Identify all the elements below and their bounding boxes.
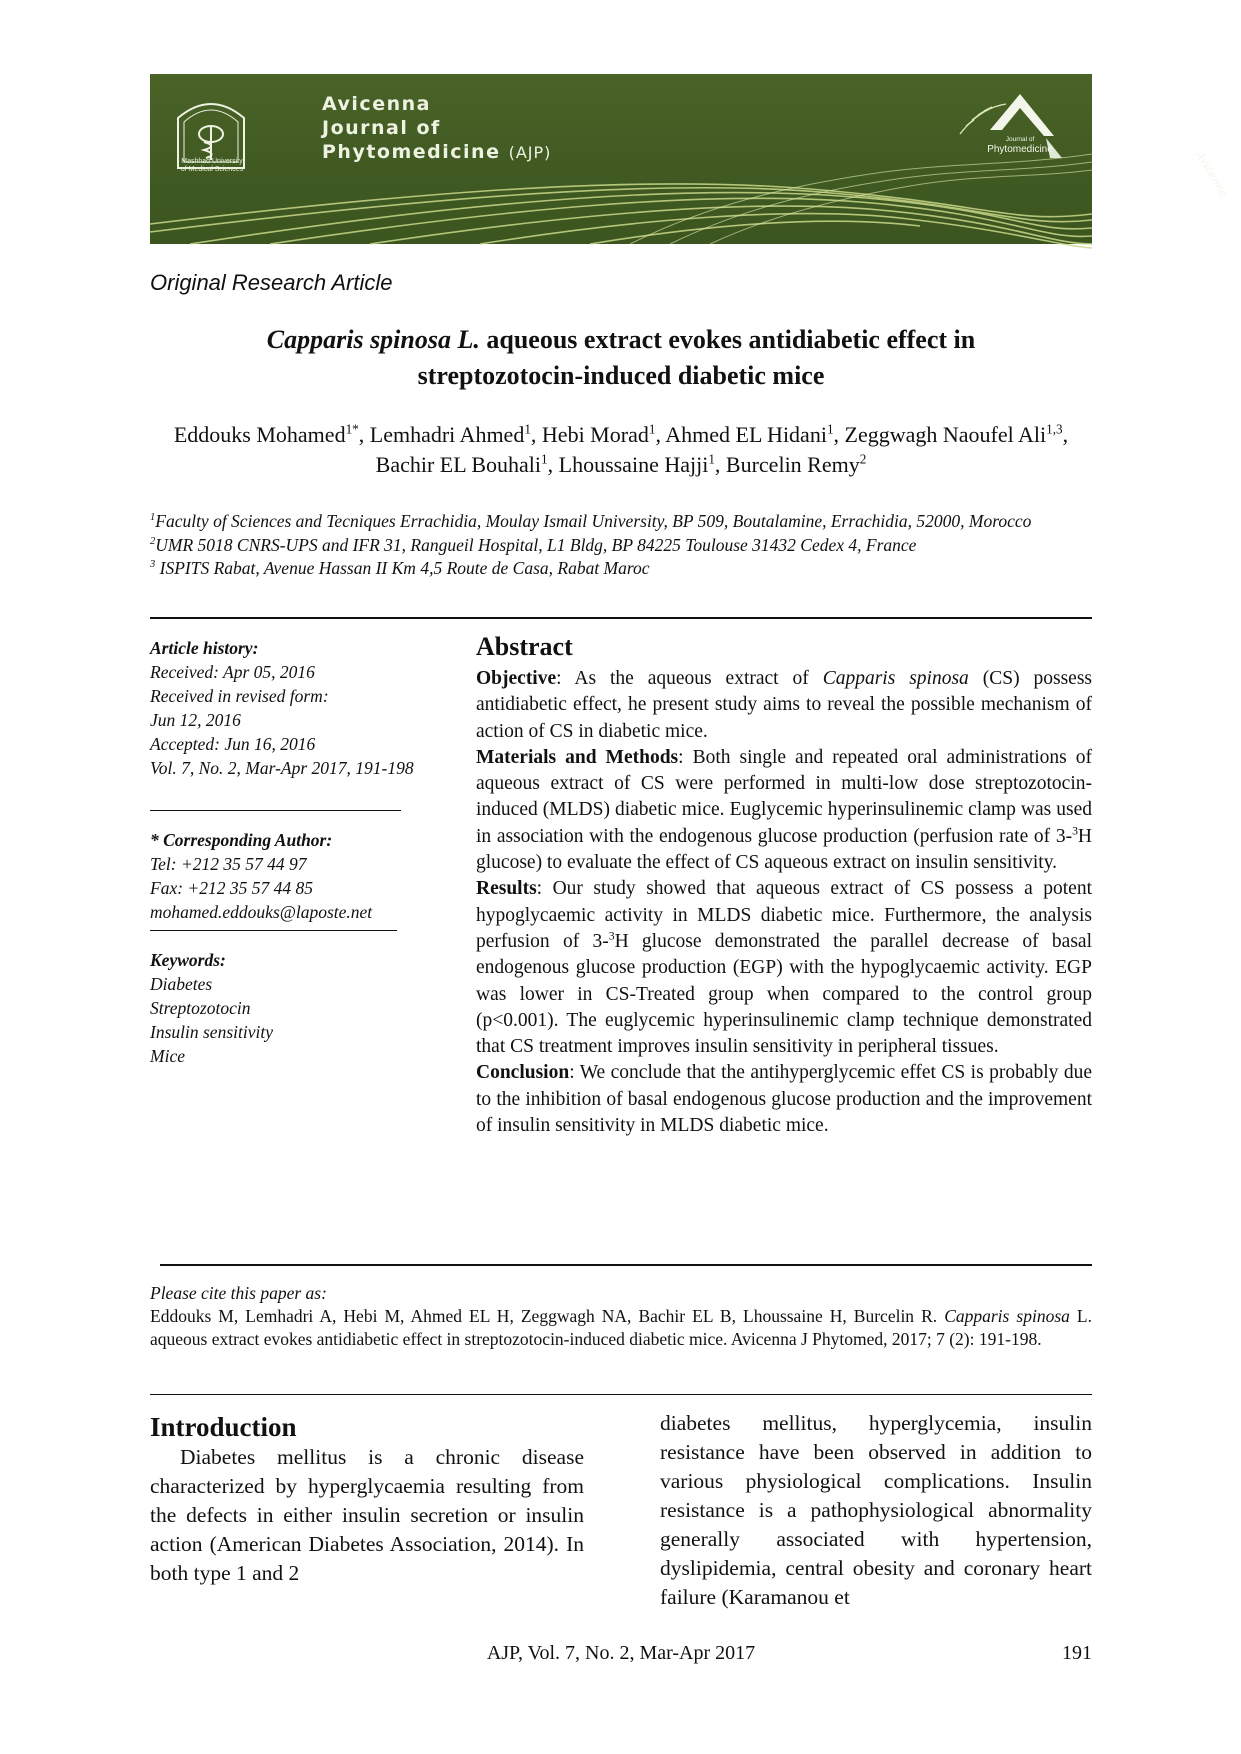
affiliation-mark: 3 (150, 559, 156, 571)
abstract-conclusion (476, 1060, 1092, 1139)
objective-label: Objective (476, 668, 557, 689)
affiliation-3 (150, 557, 1092, 581)
objective-species: Capparis spinosa (822, 668, 969, 689)
author-name: Hebi Morad (541, 422, 649, 447)
section-divider (150, 617, 1092, 619)
citation-authors: Eddouks M, Lemhadri A, Hebi M, Ahmed EL H, Zeggwagh NA, Bachir EL B, Lhoussaine H, Burcelin R. (150, 1306, 938, 1326)
footer-journal-info: AJP, Vol. 7, No. 2, Mar-Apr 2017 (486, 1642, 756, 1664)
abstract-results (476, 876, 1092, 1060)
corresponding-fax: Fax: +212 35 57 44 85 (150, 878, 313, 898)
keyword-item: Streptozotocin (150, 998, 251, 1018)
corresponding-author (150, 828, 415, 924)
received-date: Received: Apr 05, 2016 (150, 662, 315, 682)
author-affiliation-mark: 1* (345, 421, 359, 437)
journal-abbreviation: (AJP) (508, 143, 552, 162)
citation-species: Capparis spinosa (944, 1306, 1070, 1326)
affiliation-text: ISPITS Rabat, Avenue Hassan II Km 4,5 Route de Casa, Rabat Maroc (155, 558, 650, 578)
methods-text: H glucose) to evaluate the effect of CS aqueous extract on insulin sensitivity. (476, 825, 1092, 874)
author-name: Zeggwagh Naoufel Ali (844, 422, 1047, 447)
introduction-right-column (660, 1409, 1092, 1612)
keyword-item: Diabetes (150, 974, 213, 994)
affiliation-mark: 2 (150, 535, 156, 547)
abstract-methods (476, 745, 1092, 876)
university-name-line2: of Medical Sciences (180, 166, 244, 173)
article-type: Original Research Article (150, 270, 393, 295)
author-affiliation-mark: 1 (524, 421, 531, 437)
logo-caption-big: Phytomedicine (987, 144, 1053, 155)
paper-title (150, 322, 1092, 394)
journal-title-line3: Phytomedicine (322, 141, 501, 163)
citation-block (150, 1282, 1092, 1351)
citation-text (150, 1305, 1092, 1351)
introduction-paragraph: Diabetes mellitus is a chronic disease characterized by hyperglycaemia resulting from the defects in either insulin secretion or insulin action (American Diabetes Association, 2014). In both type 1 and 2 (150, 1445, 584, 1585)
abstract-body (476, 666, 1092, 1139)
isotope-superscript: 3 (608, 929, 615, 943)
author-list: Eddouks Mohamed$^{1*}$, Lemhadri Ahmed$^1$, Hebi Morad$^1$, Ahmed EL Hidani$^1$, Zeggwagh Naoufel Ali$^{1,3}$, Bachir EL Bouhali$^1$, Lhoussaine Hajji$^1$, Burcelin Remy$^2$ (173, 421, 1069, 477)
info-divider (150, 930, 397, 931)
keywords-heading: Keywords: (150, 950, 226, 970)
author-affiliation-mark: 2 (859, 451, 867, 467)
introduction-heading: Introduction (150, 1412, 297, 1442)
affiliation-text: UMR 5018 CNRS-UPS and IFR 31, Rangueil Hospital, L1 Bldg, BP 84225 Toulouse 31432 Cedex 4, France (155, 534, 917, 555)
author-affiliation-mark: 1 (648, 421, 656, 437)
results-text: : Our study showed that aqueous extract of CS possess a potent hypoglycaemic activity in MLDS diabetic mice. Furthermore, the analysis perfusion of 3- (476, 878, 1092, 952)
journal-title (322, 92, 551, 165)
logo-caption-small: Journal of (1005, 136, 1035, 143)
abstract-objective (476, 666, 1092, 745)
journal-banner (150, 74, 1230, 244)
affiliation-1 (150, 510, 1092, 534)
journal-logo-caption (955, 136, 1085, 156)
introduction-paragraph: diabetes mellitus, hyperglycemia, insulin resistance have been observed in addition to various physiological complications. Insulin resistance is a pathophysiological abnormality generally associated with hypertension, dyslipidemia, central obesity and coronary heart failure (Karamanou et (660, 1411, 1092, 1609)
author-name: Lemhadri Ahmed (369, 422, 525, 447)
conclusion-text: : We conclude that the antihyperglycemic effet CS is probably due to the inhibition of basal endogenous glucose production and the improvement of insulin sensitivity in MLDS diabetic mice. (476, 1062, 1092, 1137)
title-line2: streptozotocin-induced diabetic mice (417, 361, 825, 390)
keywords (150, 948, 415, 1068)
isotope-superscript: 3 (1072, 824, 1078, 838)
introduction-left-column (150, 1443, 584, 1588)
article-history (150, 636, 415, 780)
journal-title-line1: Avicenna (322, 93, 431, 115)
citation-reference: L. aqueous extract evokes antidiabetic effect in streptozotocin-induced diabetic mice. Avicenna J Phytomed, 2017; 7 (2): 191-198. (150, 1306, 1092, 1349)
author-name: Lhoussaine Hajji (558, 452, 709, 477)
author-affiliation-mark: 1 (826, 421, 834, 437)
author-affiliation-mark: 1 (541, 451, 548, 467)
author-name: Bachir EL Bouhali (375, 452, 542, 477)
methods-label: Materials and Methods (476, 746, 679, 768)
title-line1: aqueous extract evokes antidiabetic effect in (479, 325, 976, 354)
methods-text: : Both single and repeated oral administrations of aqueous extract of CS were performed in multi-low dose streptozotocin-induced (MLDS) diabetic mice. Euglycemic hyperinsulinemic clamp was used in association with the endogenous glucose production (perfusion rate of 3- (476, 746, 1093, 847)
section-divider (150, 1394, 1092, 1395)
corresponding-tel: Tel: +212 35 57 44 97 (150, 854, 307, 874)
author-affiliation-mark: 1,3 (1046, 421, 1063, 437)
university-name-line1: Mashhad University (181, 158, 243, 165)
vertical-journal-name-text: Avicenna (1193, 149, 1230, 200)
author-affiliation-mark: 1 (708, 451, 715, 467)
results-label: Results (476, 878, 537, 900)
title-species: Capparis spinosa L. (266, 325, 480, 354)
university-name (162, 158, 262, 174)
volume-info: Vol. 7, No. 2, Mar-Apr 2017, 191-198 (150, 758, 414, 778)
results-text: H glucose demonstrated the parallel decrease of basal endogenous glucose production (EGP) with the hypoglycaemic activity. EGP was lower in CS-Treated group when compared to the control group (p<0.001). The euglycemic hyperinsulinemic clamp technique demonstrated that CS treatment improves insulin sensitivity in peripheral tissues. (476, 930, 1092, 1058)
affiliation-text: Faculty of Sciences and Tecniques Errachidia, Moulay Ismail University, BP 509, Boutalamine, Errachidia, 52000, Morocco (155, 511, 1032, 531)
conclusion-label: Conclusion (476, 1062, 570, 1084)
affiliations (150, 510, 1092, 581)
author-name: Burcelin Remy (725, 452, 860, 477)
corresponding-heading: * Corresponding Author: (150, 830, 333, 850)
accepted-date: Accepted: Jun 16, 2016 (150, 734, 316, 754)
vertical-journal-name (1190, 146, 1230, 216)
keyword-item: Mice (150, 1046, 185, 1066)
author-name: Ahmed EL Hidani (665, 422, 827, 447)
objective-text: : As the aqueous extract of (556, 668, 823, 689)
objective-text: (CS) possess antidiabetic effect, he present study aims to reveal the possible mechanism of action of CS in diabetic mice. (476, 668, 1092, 742)
corresponding-email[interactable]: mohamed.eddouks@laposte.net (150, 902, 373, 922)
revised-date: Jun 12, 2016 (150, 710, 241, 730)
affiliation-mark: 1 (150, 512, 156, 524)
citation-heading: Please cite this paper as: (150, 1283, 327, 1303)
info-divider (150, 810, 401, 811)
revised-label: Received in revised form: (150, 686, 329, 706)
author-name: Eddouks Mohamed (173, 422, 346, 447)
journal-title-line2: Journal of (322, 117, 441, 139)
article-history-heading: Article history: (150, 638, 259, 658)
affiliation-2 (150, 534, 1092, 558)
section-divider (160, 1264, 1092, 1266)
abstract-heading: Abstract (476, 632, 573, 661)
keyword-item: Insulin sensitivity (150, 1022, 273, 1042)
page-number: 191 (1062, 1642, 1092, 1664)
